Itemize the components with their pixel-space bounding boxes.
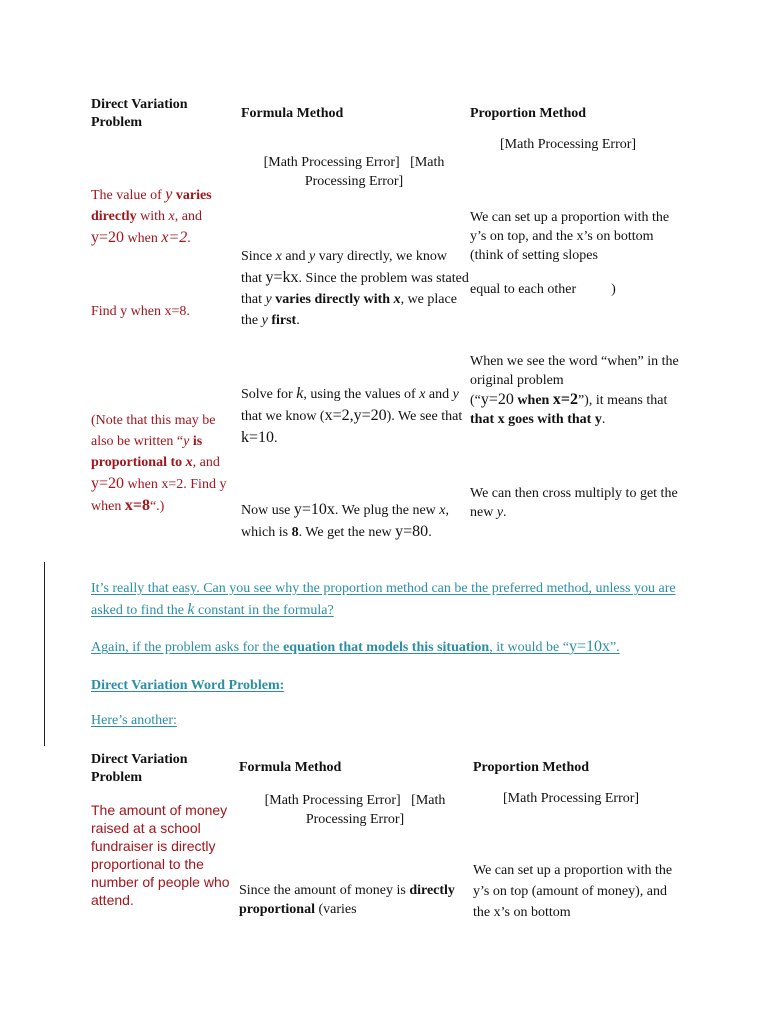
note-easy: It’s really that easy. Can you see why the proportion method can be the preferred method, unless you are asked to find the k constant in the formula? <box>91 581 676 618</box>
t2-header-formula: Formula Method <box>239 760 342 775</box>
t1-proportion-step1: We can set up a proportion with the y’s on top, and the x’s on bottom (think of setting slopes <box>470 210 670 263</box>
t1-problem-find: Find y when x=8. <box>91 304 190 319</box>
note-again: Again, if the problem asks for the equation that models this situation, it would be “y=10x”. <box>91 638 620 655</box>
t1-formula-step3: Now use y=10x. We plug the new x, which is 8. We get the new y=80. <box>241 501 450 540</box>
word-problem-heading: Direct Variation Word Problem: <box>91 678 285 693</box>
t1-header-problem: Direct Variation Problem <box>91 97 188 130</box>
t2-formula-math-error: [Math Processing Error] [Math Processing Error] <box>264 793 446 827</box>
t1-formula-math-error: [Math Processing Error] [Math Processing Error] <box>263 155 445 189</box>
t2-header-problem: Direct Variation Problem <box>91 752 188 785</box>
t1-proportion-step2: When we see the word “when” in the original problem (“y=20 when x=2”), it means that that x goes with that y. <box>470 354 679 427</box>
t2-problem-statement: The amount of money raised at a school fundraiser is directly proportional to the number of people who attend. <box>91 802 230 908</box>
t1-problem-note: (Note that this may be also be written “y is proportional to x, and y=20 when x=2. Find y when x=8“.) <box>91 413 227 514</box>
t1-proportion-step1b: equal to each other ) <box>470 282 616 297</box>
t2-proportion-math-error: [Math Processing Error] <box>503 791 640 806</box>
t1-problem-statement: The value of y varies directly with x, and y=20 when x=2. <box>91 186 212 246</box>
t1-proportion-step3: We can then cross multiply to get the new y. <box>470 486 678 520</box>
t2-formula-step1: Since the amount of money is directly proportional (varies <box>239 883 455 917</box>
note-another: Here’s another: <box>91 713 177 728</box>
t1-formula-step1: Since x and y vary directly, we know that y=kx. Since the problem was stated that y varies directly with x, we place the y first. <box>241 249 469 328</box>
t1-proportion-math-error: [Math Processing Error] <box>500 137 637 152</box>
t1-header-formula: Formula Method <box>241 106 344 121</box>
margin-change-bar <box>44 562 45 746</box>
t1-header-proportion: Proportion Method <box>470 106 587 121</box>
t2-proportion-step1: We can set up a proportion with the y’s on top (amount of money), and the x’s on bottom <box>473 863 673 920</box>
t1-formula-step2: Solve for k, using the values of x and y that we know (x=2,y=20). We see that k=10. <box>241 385 463 446</box>
t2-header-proportion: Proportion Method <box>473 760 590 775</box>
